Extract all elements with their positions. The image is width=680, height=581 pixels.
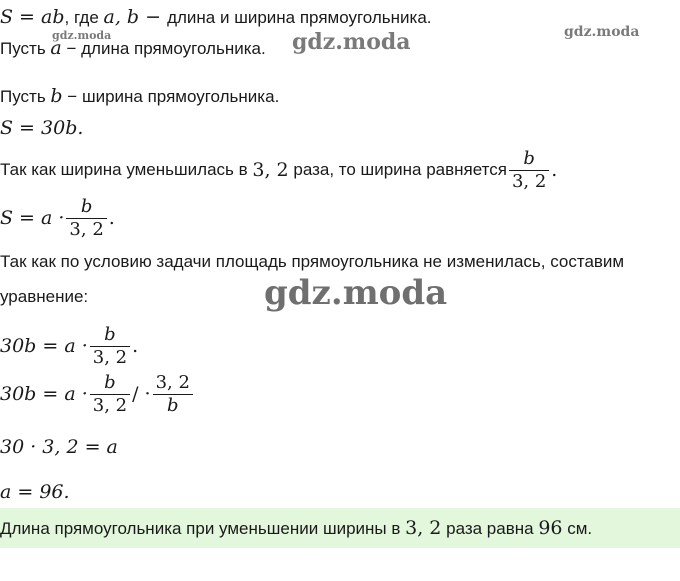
line-condition: Так как по условию задачи площадь прямоугольника не изменилась, составим <box>0 252 625 271</box>
line-equation-2: 30b = a · $\frac{b}{3, 2}$ / · $\frac{3, 2}{b}$ <box>0 369 195 419</box>
watermark-small-2: gdz.moda <box>564 24 640 40</box>
fraction-b-over-3-2: $\frac{b}{3, 2}$ <box>509 148 549 193</box>
line-width-decreased: Так как ширина уменьшилась в 3, 2 раза, то ширина равняется $\frac{b}{3, 2}$ . <box>0 147 558 192</box>
line-area-30b: S = 30b. <box>0 117 84 139</box>
fraction-b-over-3-2: $\frac{b}{3, 2}$ <box>90 324 130 369</box>
line-equation-3: 30 · 3, 2 = a <box>0 436 118 458</box>
line-let-a: Пусть a − длина прямоугольника. <box>0 37 266 59</box>
line-area-formula: S = a · $\frac{b}{3, 2}$ . <box>0 195 115 240</box>
answer-text: Длина прямоугольника при уменьшении ширины в 3, 2 раза равна 96 см. <box>0 517 593 539</box>
fraction-b-over-3-2: $\frac{b}{3, 2}$ <box>90 372 130 417</box>
line-formula-definition: S = ab, где a, b − длина и ширина прямоугольника. <box>0 6 432 28</box>
watermark-medium: gdz.moda <box>292 29 411 55</box>
line-result: a = 96. <box>0 481 70 503</box>
line-let-b: Пусть b − ширина прямоугольника. <box>0 85 280 107</box>
watermark-small-1: gdz.moda <box>52 29 112 42</box>
fraction-b-over-3-2: $\frac{b}{3, 2}$ <box>66 196 106 241</box>
line-equation-label: уравнение: <box>0 287 89 306</box>
watermark-large: gdz.moda <box>264 273 448 313</box>
line-equation-1: 30b = a · $\frac{b}{3, 2}$ . <box>0 323 139 368</box>
fraction-3-2-over-b: $\frac{3, 2}{b}$ <box>153 372 193 417</box>
